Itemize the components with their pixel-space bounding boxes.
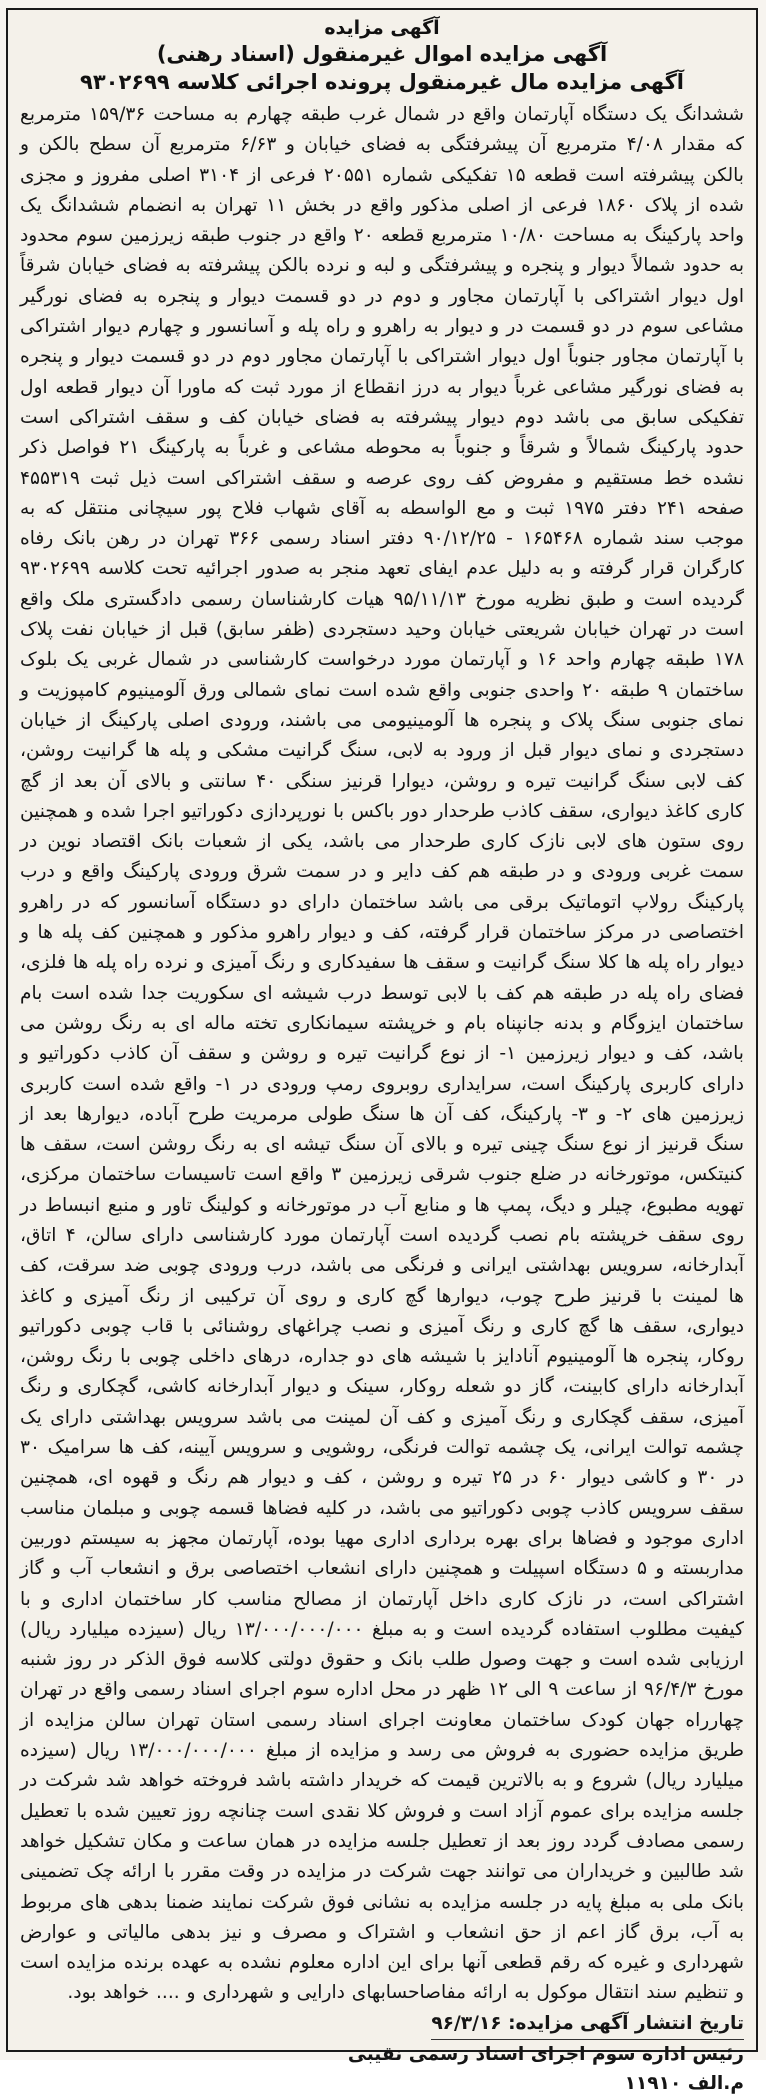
signature-line: رئیس اداره سوم اجرای اسناد رسمی نقیبی [347, 2043, 744, 2065]
notice-header [20, 16, 744, 96]
notice-subtitle: آگهی مزایده اموال غیرمنقول (اسناد رهنی) [156, 42, 608, 66]
notice-title: آگهی مزایده [324, 17, 440, 39]
notice-body: ششدانگ یک دستگاه آپارتمان واقع در شمال غرب طبقه چهارم به مساحت ۱۵۹/۳۶ مترمربع که مقدار ۴/۰۸ مترمربع آن پیشرفتگی به فضای خیابان و ۶/۶۳ مترمربع آن سطح بالکن و بالکن پیشرفته است قطعه ۱۵ تفکیکی شماره ۲۰۵۵۱ فرعی از ۳۱۰۴ اصلی مفروز و مجزی شده از پلاک ۱۸۶۰ فرعی از اصلی مذکور واقع در بخش ۱۱ تهران به انضمام ششدانگ یک واحد پارکینگ به مساحت ۱۰/۸۰ مترمربع قطعه ۲۰ واقع در جنوب طبقه زیرزمین سوم محدود به حدود شمالاً دیوار و پنجره و پیشرفتگی و لبه و نرده بالکن پیشرفته به فضای خیابان شرقاً اول دیوار اشتراکی با آپارتمان مجاور و دوم در دو قسمت دیوار و پنجره به فضای نورگیر مشاعی سوم در دو قسمت در و دیوار به راهرو و راه پله و آسانسور و چهارم دیوار اشتراکی با آپارتمان مجاور جنوباً اول دیوار اشتراکی با آپارتمان مجاور دوم در دو قسمت دیوار و پنجره به فضای نورگیر مشاعی غرباً دیوار به درز انقطاع از مورد ثبت که ماورا آن دیوار قطعه اول تفکیکی سابق می باشد دوم دیوار پیشرفته به فضای خیابان کف و سقف اشتراکی است حدود پارکینگ شمالاً و شرقاً و جنوباً به محوطه مشاعی و غرباً به پارکینگ ۲۱ فواصل ذکر نشده خط مستقیم و مفروض کف روی عرصه و سقف اشتراکی است ذیل ثبت ۴۵۵۳۱۹ صفحه ۲۴۱ دفتر ۱۹۷۵ ثبت و مع الواسطه به آقای شهاب فلاح پور سیچانی منتقل که به موجب سند شماره ۱۶۵۴۶۸ - ۹۰/۱۲/۲۵ دفتر اسناد رسمی ۳۶۶ تهران در رهن بانک رفاه کارگران قرار گرفته و به دلیل عدم ایفای تعهد منجر به صدور اجرائیه تحت کلاسه ۹۳۰۲۶۹۹ گردیده است و طبق نظریه مورخ ۹۵/۱۱/۱۳ هیات کارشناسان رسمی دادگستری ملک واقع است در تهران خیابان شریعتی خیابان وحید دستجردی (ظفر سابق) قبل از خیابان نفت پلاک ۱۷۸ طبقه چهارم واحد ۱۶ و آپارتمان مورد درخواست کارشناسی در شمال غربی یک بلوک ساختمان ۹ طبقه ۲۰ واحدی جنوبی واقع شده است نمای شمالی ورق آلومینیوم کامپوزیت و نمای جنوبی سنگ پلاک و پنجره ها آلومینیومی می باشند، ورودی اصلی پارکینگ از خیابان دستجردی و نمای دیوار قبل از ورود به لابی، سنگ گرانیت مشکی و پله ها گرانیت روشن، کف لابی سنگ گرانیت تیره و روشن، دیوارا قرنیز سنگی ۴۰ سانتی و بالای آن بعد از گچ کاری کاغذ دیواری، سقف کاذب طرحدار دور باکس با نورپردازی دکوراتیو اجرا شده و همچنین روی ستون های لابی نازک کاری طرحدار می باشد، یکی از شعبات بانک اقتصاد نوین در سمت غربی ورودی و در طبقه هم کف دایر و در سمت شرق ورودی پارکینگ واقع و درب پارکینگ رولاپ اتوماتیک برقی می باشد ساختمان دارای دو دستگاه آسانسور که در راهرو اختصاصی در مرکز ساختمان قرار گرفته، کف و دیوار راهرو مذکور و همچنین کف پله ها و دیوار راه پله ها کلا سنگ گرانیت و سقف ها سفیدکاری و رنگ آمیزی و نرده راه پله ها فلزی، فضای راه پله در طبقه هم کف با لابی توسط درب شیشه ای سکوریت جدا شده است بام ساختمان ایزوگام و بدنه جانپناه بام و خرپشته سیمانکاری تخته ماله ای به رنگ روشن می باشد، کف و دیوار زیرزمین ۱- از نوع گرانیت تیره و روشن و سقف آن کاذب دکوراتیو و دارای کاربری پارکینگ است، سرایداری روبروی رمپ ورودی در ۱- واقع شده است کاربری زیرزمین های ۲- و ۳- پارکینگ، کف آن ها سنگ طولی مرمریت طرح آباده، دیوارها بعد از سنگ قرنیز از نوع سنگ چینی تیره و بالای آن سنگ تیشه ای به رنگ روشن است، سقف ها کنیتکس، موتورخانه در ضلع جنوب شرقی زیرزمین ۳ واقع است تاسیسات ساختمان مرکزی، تهویه مطبوع، چیلر و دیگ، پمپ ها و منابع آب در موتورخانه و کولینگ تاور و منبع انبساط در روی سقف خرپشته بام نصب گردیده است آپارتمان مورد کارشناسی دارای سالن، ۴ اتاق، آبدارخانه، سرویس بهداشتی ایرانی و فرنگی می باشد، درب ورودی چوبی ضد سرقت، کف ها لمینت با قرنیز طرح چوب، دیوارها گچ کاری و روی آن ترکیبی از رنگ آمیزی و کاغذ دیواری، سقف ها گچ کاری و رنگ آمیزی و نصب چراغهای روشنائی با قاب چوبی دکوراتیو روکار، پنجره ها آلومینیوم آنادایز با شیشه های دو جداره، درهای داخلی چوبی با رنگ روشن، آبدارخانه دارای کابینت، گاز دو شعله روکار، سینک و دیوار آبدارخانه کاشی، گچکاری و رنگ آمیزی، سقف گچکاری و رنگ آمیزی و کف آن لمینت می باشد سرویس بهداشتی دارای یک چشمه توالت ایرانی، یک چشمه توالت فرنگی، روشویی و سرویس آیینه، کف ها سرامیک ۳۰ در ۳۰ و کاشی دیوار ۶۰ در ۲۵ تیره و روشن ، کف و دیوار هم رنگ و قهوه ای، همچنین سقف سرویس کاذب چوبی دکوراتیو می باشد، در کلیه فضاها قسمه چوبی و مبلمان مناسب اداری موجود و فضاها برای بهره برداری اداری مهیا بوده، آپارتمان مجهز به سیستم دوربین مداربسته و ۵ دستگاه اسپیلت و همچنین دارای انشعاب اختصاصی برق و انشعاب آب و گاز اشتراکی است، در نازک کاری داخل آپارتمان از مصالح مناسب کار ساختمان اداری و با کیفیت مطلوب استفاده گردیده است و به مبلغ ۱۳/۰۰۰/۰۰۰/۰۰۰ ریال (سیزده میلیارد ریال) ارزیابی شده است و جهت وصول طلب بانک و حقوق دولتی کلاسه فوق الذکر در روز شنبه مورخ ۹۶/۴/۳ از ساعت ۹ الی ۱۲ ظهر در محل اداره سوم اجرای اسناد رسمی واقع در تهران چهارراه جهان کودک ساختمان معاونت اجرای اسناد رسمی استان تهران سالن مزایده از طریق مزایده حضوری به فروش می رسد و مزایده از مبلغ ۱۳/۰۰۰/۰۰۰/۰۰۰ ریال (سیزده میلیارد ریال) شروع و به بالاترین قیمت که خریدار داشته باشد فروخته خواهد شد شرکت در جلسه مزایده برای عموم آزاد است و فروش کلا نقدی است چنانچه روز تعیین شده با تعطیل رسمی مصادف گردد روز بعد از تعطیل جلسه مزایده در همان ساعت و مکان تشکیل خواهد شد طالبین و خریداران می توانند جهت شرکت در مزایده در وقت مقرر با ارائه چک تضمینی بانک ملی به مبلغ پایه در جلسه مزایده به نشانی فوق شرکت نمایند ضمنا بدهی های مربوط به آب، برق گاز اعم از حق انشعاب و اشتراک و مصرف و نیز بدهی مالیاتی و عوارض شهرداری و غیره که رقم قطعی آنها برای این اداره معلوم نشده به عهده برنده مزایده است و تنظیم سند انتقال موکول به ارائه مفاصاحسابهای دارایی و شهرداری و .... خواهد بود. [20, 104, 745, 2004]
notice-case-line: آگهی مزایده مال غیرمنقول پرونده اجرائی کلاسه ۹۳۰۲۶۹۹ [80, 70, 684, 94]
reference-number: م.الف ۱۱۹۱۰ [624, 2072, 744, 2094]
notice-footer [20, 2009, 744, 2098]
publish-date: تاریخ انتشار آگهی مزایده: ۹۶/۳/۱۶ [431, 2009, 744, 2040]
notice-frame [6, 8, 758, 2094]
